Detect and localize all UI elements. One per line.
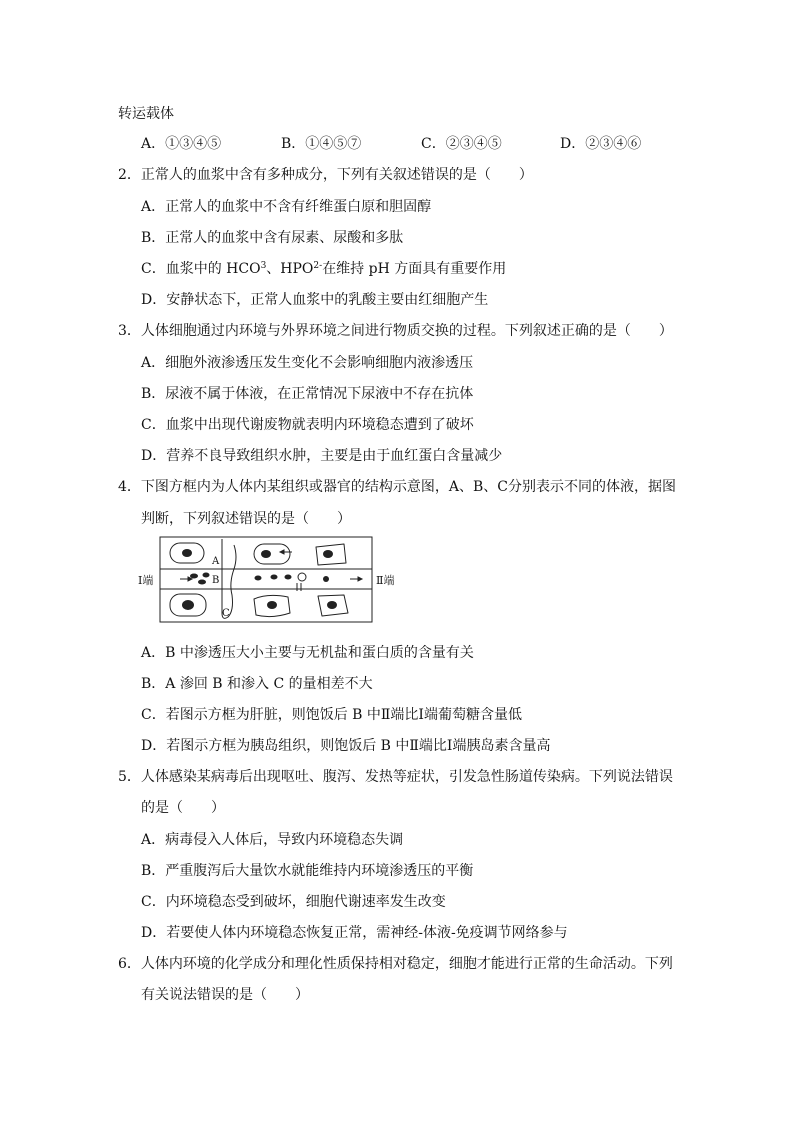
option-c-sup-2: 2-: [313, 261, 323, 271]
question-5-option-b[interactable]: B．严重腹泻后大量饮水就能维持内环境渗透压的平衡: [141, 863, 474, 879]
question-1-continuation: 转运载体: [118, 106, 174, 122]
question-2-stem: 2．正常人的血浆中含有多种成分，下列有关叙述错误的是（ ）: [118, 167, 533, 183]
question-3-option-b[interactable]: B．尿液不属于体液，在正常情况下尿液中不存在抗体: [141, 386, 474, 402]
question-2-option-d[interactable]: D．安静状态下，正常人血浆中的乳酸主要由红细胞产生: [141, 292, 489, 308]
question-2-option-b[interactable]: B．正常人的血浆中含有尿素、尿酸和多肽: [141, 230, 404, 246]
question-3-option-d[interactable]: D．营养不良导致组织水肿，主要是由于血红蛋白含量减少: [141, 448, 503, 464]
question-1-choice-d[interactable]: D．②③④⑥: [560, 136, 642, 152]
question-1-choice-b[interactable]: B．①④⑤⑦: [281, 136, 362, 152]
question-2-option-a[interactable]: A．正常人的血浆中不含有纤维蛋白原和胆固醇: [141, 199, 432, 215]
fluid-label-a: A: [212, 556, 220, 567]
fluid-label-b: B: [212, 575, 220, 586]
question-4-option-a[interactable]: A．B 中渗透压大小主要与无机盐和蛋白质的含量有关: [141, 645, 474, 661]
right-end-label: Ⅱ端: [376, 574, 395, 587]
question-4-option-c[interactable]: C．若图示方框为肝脏，则饱饭后 B 中Ⅱ端比Ⅰ端葡萄糖含量低: [141, 707, 522, 723]
question-4-option-d[interactable]: D．若图示方框为胰岛组织，则饱饭后 B 中Ⅱ端比Ⅰ端胰岛素含量高: [141, 738, 551, 754]
question-2-option-c[interactable]: [141, 259, 506, 279]
question-5-stem-line-2: 的是（ ）: [141, 800, 225, 816]
question-5-option-c[interactable]: C．内环境稳态受到破坏，细胞代谢速率发生改变: [141, 894, 446, 910]
question-5-stem-line-1: 5．人体感染某病毒后出现呕吐、腹泻、发热等症状，引发急性肠道传染病。下列说法错误: [118, 769, 673, 785]
question-5-option-d[interactable]: D．若要使人体内环境稳态恢复正常，需神经-体液-免疫调节网络参与: [141, 925, 568, 941]
question-1-choice-c[interactable]: C．②③④⑤: [421, 136, 502, 152]
left-end-label: Ⅰ端: [138, 574, 154, 587]
question-4-stem-line-2: 判断，下列叙述错误的是（ ）: [141, 511, 351, 527]
question-1-choice-a[interactable]: A．①③④⑤: [141, 136, 222, 152]
option-c-sup-1: 3: [260, 261, 267, 271]
question-6-stem-line-2: 有关说法错误的是（ ）: [141, 987, 309, 1003]
question-4-option-b[interactable]: B．A 渗回 B 和渗入 C 的量相差不大: [141, 676, 373, 692]
question-4-stem-line-1: 4．下图方框内为人体内某组织或器官的结构示意图，A、B、C分别表示不同的体液，据图: [118, 479, 677, 495]
question-3-option-a[interactable]: A．细胞外液渗透压发生变化不会影响细胞内液渗透压: [141, 355, 474, 371]
option-c-text-mid: 、HPO: [266, 261, 314, 277]
fluid-label-c: C: [222, 608, 230, 619]
option-c-text-post: 在维持 pH 方面具有重要作用: [322, 261, 507, 277]
question-3-option-c[interactable]: C．血浆中出现代谢废物就表明内环境稳态遭到了破坏: [141, 417, 474, 433]
question-3-stem: 3．人体细胞通过内环境与外界环境之间进行物质交换的过程。下列叙述正确的是（ ）: [118, 323, 673, 339]
question-5-option-a[interactable]: A．病毒侵入人体后，导致内环境稳态失调: [141, 832, 404, 848]
question-6-stem-line-1: 6．人体内环境的化学成分和理化性质保持相对稳定，细胞才能进行正常的生命活动。下列: [118, 956, 673, 972]
question-1-choices: [141, 134, 661, 154]
tissue-diagram: [136, 533, 396, 625]
option-c-text-pre: C．血浆中的 HCO: [141, 261, 261, 277]
